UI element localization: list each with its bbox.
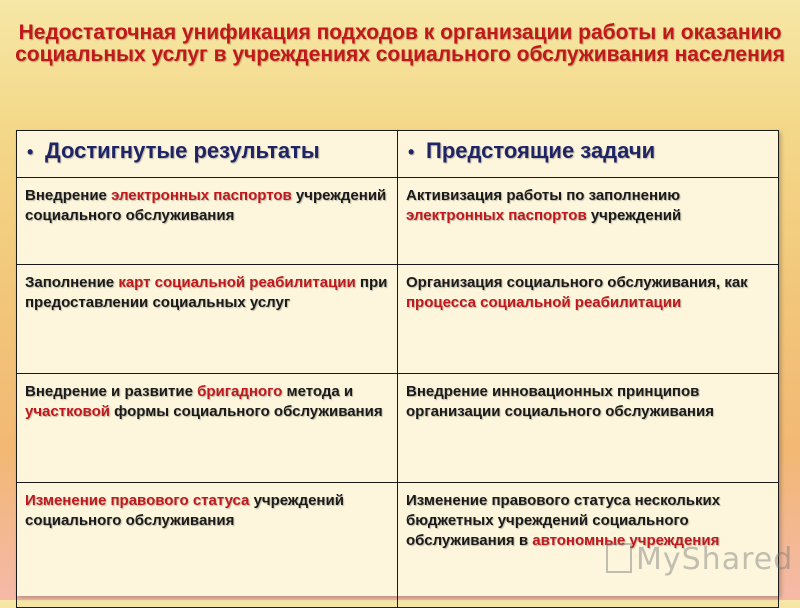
cell-text-highlight: электронных паспортов xyxy=(111,187,292,204)
table-cell-upcoming xyxy=(398,483,779,608)
cell-text: учреждений социального обслуживания xyxy=(25,492,344,529)
cell-text-highlight: карт социальной реабилитации xyxy=(118,274,356,291)
cell-text-highlight: автономные учреждения xyxy=(532,532,720,549)
table-body xyxy=(17,178,779,608)
table-cell-upcoming xyxy=(398,178,779,265)
cell-text-highlight: электронных паспортов xyxy=(406,207,587,224)
column-header-upcoming xyxy=(398,131,779,178)
table-cell-achieved xyxy=(17,265,398,374)
table-cell-achieved xyxy=(17,483,398,608)
cell-text-highlight: бригадного xyxy=(197,383,283,400)
table-cell-achieved xyxy=(17,374,398,483)
table-row xyxy=(17,374,779,483)
cell-text: Внедрение и развитие xyxy=(25,383,198,400)
table-row xyxy=(17,483,779,608)
cell-text: учреждений xyxy=(586,207,682,224)
table-cell-upcoming xyxy=(398,265,779,374)
watermark-text: MyShared xyxy=(636,542,794,577)
bullet-icon: • xyxy=(27,142,34,162)
cell-text: учреждений социального обслуживания xyxy=(25,187,387,224)
column-header-label: Достигнутые результаты xyxy=(45,138,320,163)
comparison-table-container xyxy=(16,130,779,596)
bullet-icon: • xyxy=(408,142,415,162)
cell-text-highlight: Изменение правового статуса xyxy=(25,492,250,509)
cell-text: Внедрение инновационных принципов организации социального обслуживания xyxy=(406,383,714,420)
comparison-table xyxy=(16,130,779,608)
cell-text-highlight: процесса социальной реабилитации xyxy=(406,294,682,311)
cell-text: Изменение правового статуса нескольких бюджетных учреждений социального обслуживания в xyxy=(406,492,721,549)
table-cell-upcoming xyxy=(398,374,779,483)
table-header-row xyxy=(17,131,779,178)
cell-text: Организация социального обслуживания, как xyxy=(406,274,748,291)
column-header-achieved xyxy=(17,131,398,178)
cell-text: метода и xyxy=(282,383,354,400)
table-row xyxy=(17,178,779,265)
cell-text-highlight: участковой xyxy=(25,403,110,420)
table-cell-achieved xyxy=(17,178,398,265)
cell-text: Активизация работы по заполнению xyxy=(406,187,681,204)
slide-title: Недостаточная унификация подходов к организации работы и оказанию социальных услуг в учреждениях социального обслуживания населения xyxy=(15,21,785,66)
cell-text: формы социального обслуживания xyxy=(109,403,383,420)
table-row xyxy=(17,265,779,374)
cell-text: Внедрение xyxy=(25,187,112,204)
cell-text: при предоставлении социальных услуг xyxy=(25,274,388,311)
cell-text: Заполнение xyxy=(25,274,119,291)
column-header-label: Предстоящие задачи xyxy=(426,138,656,163)
